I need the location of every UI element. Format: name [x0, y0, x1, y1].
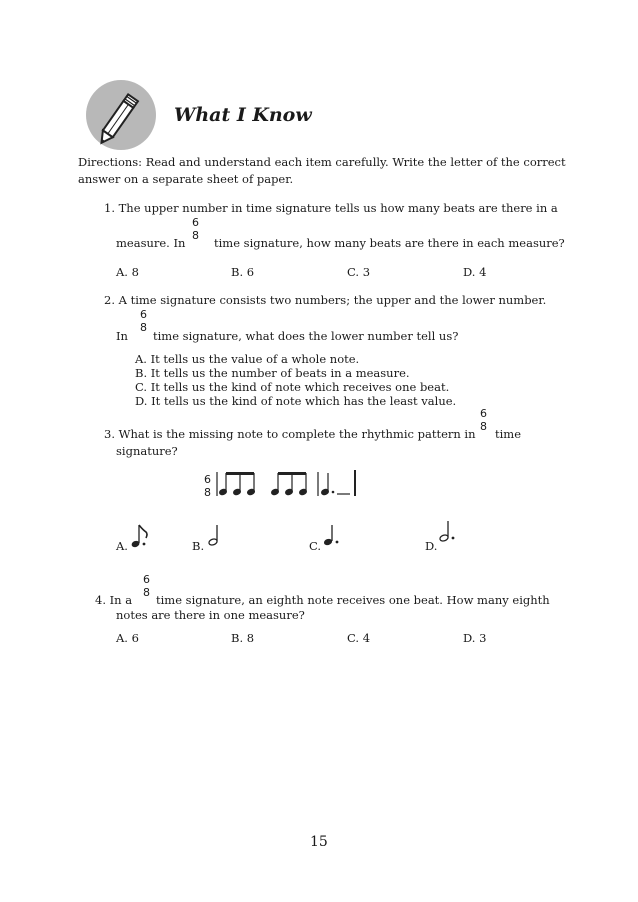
q2-choice-d: D. It tells us the kind of note which has the least value. [135, 394, 457, 408]
q3-text-line-2: signature? [116, 444, 178, 458]
q3-text-line-1b: time [495, 427, 522, 441]
q2-choice-b: B. It tells us the number of beats in a measure. [135, 366, 410, 380]
dotted-half-note-icon [438, 519, 460, 547]
q4-choice-a: A. 6 [116, 631, 139, 645]
q1-text-line-2b: time signature, how many beats are there in each measure? [214, 236, 565, 250]
q1-text-line-2a: measure. In [116, 236, 186, 250]
q4-choice-d: D. 3 [463, 631, 487, 645]
half-note-icon [205, 523, 221, 549]
q2-time-signature-top: 6 [140, 308, 147, 321]
eighth-note-group-2 [271, 472, 308, 496]
page-number: 15 [310, 834, 328, 850]
q4-choice-b: B. 8 [231, 631, 255, 645]
q2-text-line-2b: time signature, what does the lower number tell us? [153, 329, 459, 343]
q4-text-line-1a: 4. In a [95, 593, 133, 607]
rhythm-time-signature-top: 6 [204, 473, 211, 486]
directions-line-2: answer on a separate sheet of paper. [78, 172, 294, 186]
dotted-quarter-note-icon [320, 523, 342, 549]
q2-choice-a: A. It tells us the value of a whole note. [135, 352, 360, 366]
q1-time-signature-top: 6 [192, 216, 199, 229]
q4-choice-c: C. 4 [347, 631, 371, 645]
q3-text-line-1a: 3. What is the missing note to complete the rhythmic pattern in [104, 427, 476, 441]
q3-choice-a: A. [116, 539, 128, 553]
rhythm-time-signature-bottom: 8 [204, 486, 211, 499]
q3-choice-d: D. [425, 539, 438, 553]
q2-time-signature-bottom: 8 [140, 321, 147, 334]
directions-line-1: Directions: Read and understand each item carefully. Write the letter of the correct [78, 155, 566, 169]
q2-choice-c: C. It tells us the kind of note which receives one beat. [135, 380, 450, 394]
q2-text-line-2a: In [116, 329, 128, 343]
q4-text-line-1b: time signature, an eighth note receives one beat. How many eighth [156, 593, 550, 607]
q4-time-signature-bottom: 8 [143, 586, 150, 599]
pencil-icon [86, 80, 156, 150]
q1-text-line-1: 1. The upper number in time signature tells us how many beats are there in a [104, 201, 558, 215]
q3-choice-c: C. [309, 539, 322, 553]
q4-text-line-2: notes are there in one measure? [116, 608, 305, 622]
q2-text-line-1: 2. A time signature consists two numbers; the upper and the lower number. [104, 293, 547, 307]
q3-time-signature-top: 6 [480, 407, 487, 420]
q3-choice-b: B. [192, 539, 205, 553]
q1-choice-d: D. 4 [463, 265, 487, 279]
rhythmic-pattern [210, 466, 370, 502]
q1-choice-b: B. 6 [231, 265, 255, 279]
q1-choice-c: C. 3 [347, 265, 371, 279]
dotted-quarter-note [321, 473, 335, 496]
eighth-note-group-1 [219, 472, 256, 496]
q1-choice-a: A. 8 [116, 265, 139, 279]
q1-time-signature-bottom: 8 [192, 229, 199, 242]
pencil-badge [86, 80, 156, 150]
page-title: What I Know [174, 104, 312, 126]
dotted-eighth-note-icon [130, 522, 152, 550]
q4-time-signature-top: 6 [143, 573, 150, 586]
q3-time-signature-bottom: 8 [480, 420, 487, 433]
